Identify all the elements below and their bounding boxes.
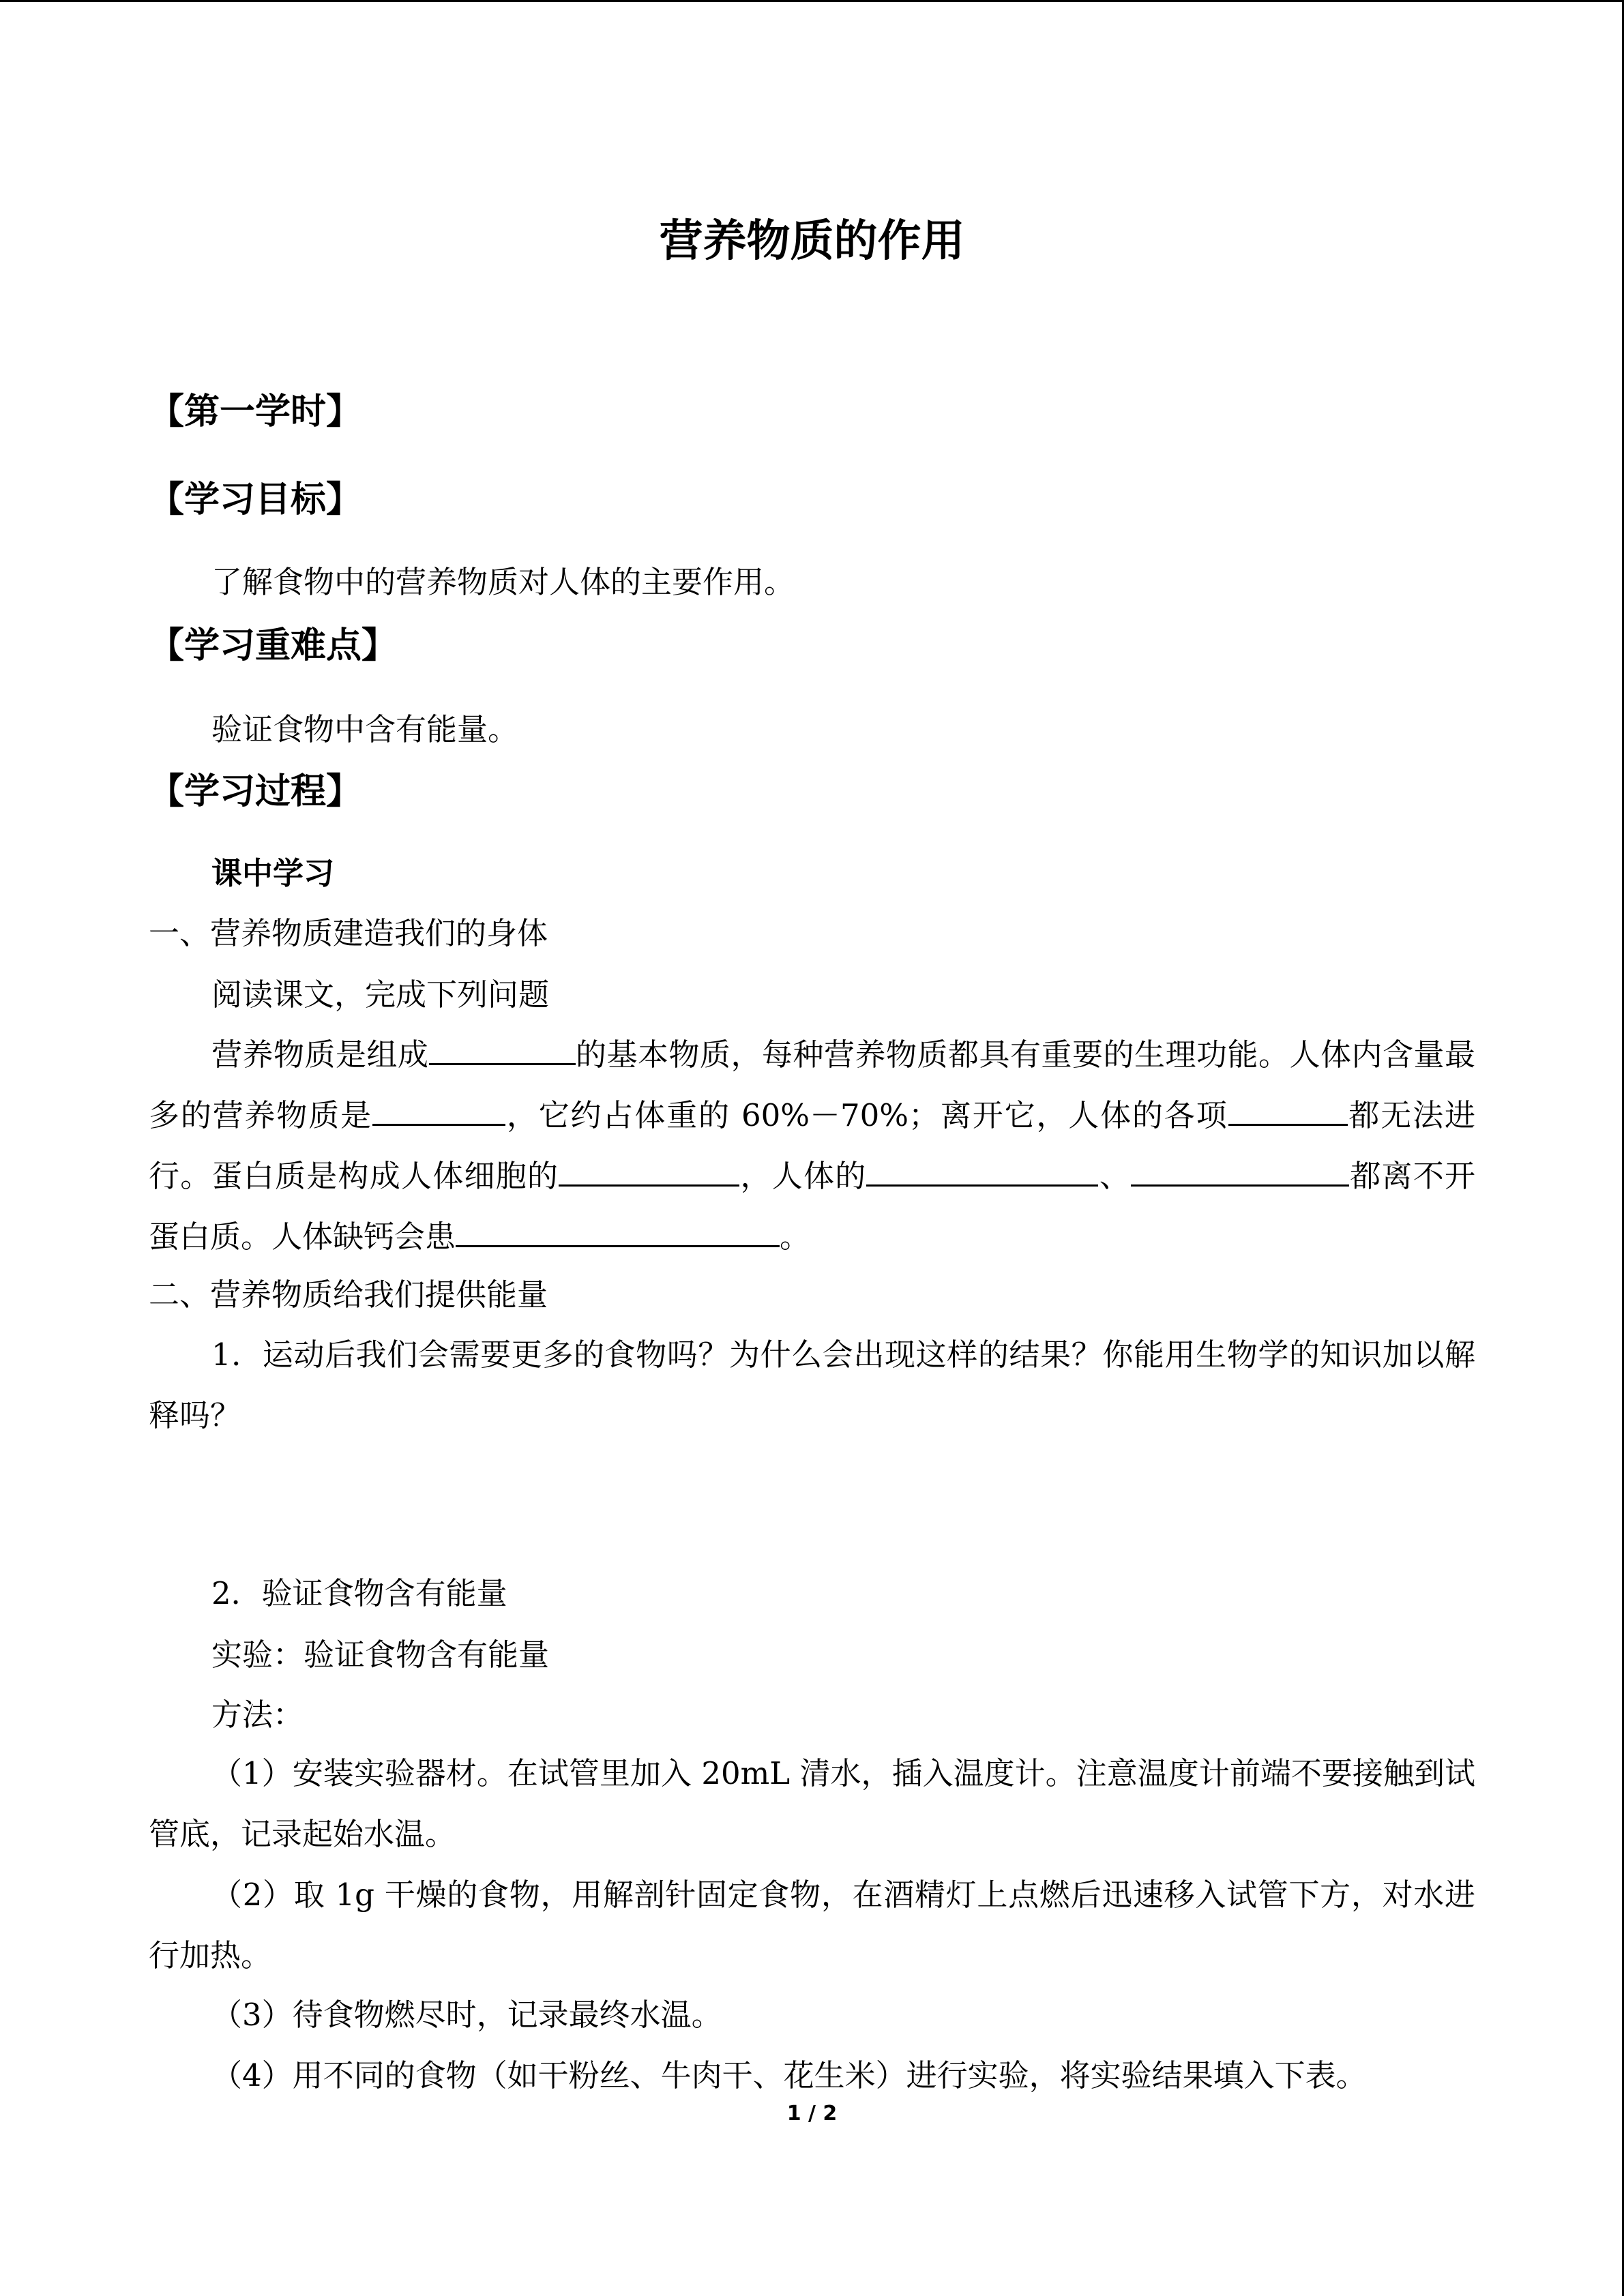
- method-label: 方法：: [211, 1697, 304, 1733]
- blank-4[interactable]: [559, 1152, 739, 1187]
- heading-objectives: 【学习目标】: [149, 479, 362, 520]
- experiment-title: 实验：验证食物含有能量: [211, 1637, 550, 1673]
- method-step-1: （1）安装实验器材。在试管里加入 20mL 清水，插入温度计。注意温度计前端不要接触到试管底，记录起始水温。: [149, 1755, 1475, 1852]
- heading-key-points: 【学习重难点】: [149, 625, 398, 666]
- method-step-2: （2）取 1g 干燥的食物，用解剖针固定食物，在酒精灯上点燃后迅速移入试管下方，对水进行加热。: [149, 1877, 1475, 1973]
- blank-7[interactable]: [456, 1212, 780, 1247]
- question-1: 1．运动后我们会需要更多的食物吗？为什么会出现这样的结果？你能用生物学的知识加以解释吗？: [149, 1337, 1475, 1433]
- section1-heading: 一、营养物质建造我们的身体: [149, 915, 548, 951]
- objectives-text: 了解食物中的营养物质对人体的主要作用。: [211, 564, 795, 600]
- method-step-4: （4）用不同的食物（如干粉丝、牛肉干、花生米）进行实验，将实验结果填入下表。: [211, 2057, 1367, 2093]
- blank-1[interactable]: [429, 1030, 576, 1065]
- in-class-label: 课中学习: [211, 855, 335, 891]
- blank-6[interactable]: [1131, 1152, 1349, 1187]
- heading-period: 【第一学时】: [149, 391, 362, 432]
- blank-2[interactable]: [372, 1091, 505, 1126]
- section1-instruction: 阅读课文，完成下列问题: [211, 976, 550, 1013]
- page-title: 营养物质的作用: [659, 216, 965, 267]
- section2-heading: 二、营养物质给我们提供能量: [149, 1277, 548, 1313]
- heading-process: 【学习过程】: [149, 771, 362, 812]
- blank-3[interactable]: [1228, 1091, 1348, 1126]
- fill-in-paragraph: 营养物质是组成 的基本物质，每种营养物质都具有重要的生理功能。人体内含量最多的营养物质是 ，它约占体重的 60%－70%；离开它，人体的各项 都无法进行。蛋白质是构成人体细胞的 ，人体的 、 都离不开蛋白质。人体缺钙会患 。: [149, 1024, 1475, 1267]
- question-2: 2．验证食物含有能量: [211, 1575, 507, 1611]
- method-step-3: （3）待食物燃尽时，记录最终水温。: [211, 1997, 722, 2033]
- blank-5[interactable]: [866, 1152, 1098, 1187]
- key-points-text: 验证食物中含有能量。: [211, 711, 519, 747]
- page-top-border: [0, 0, 1624, 2]
- page-number: 1 / 2: [786, 2102, 838, 2126]
